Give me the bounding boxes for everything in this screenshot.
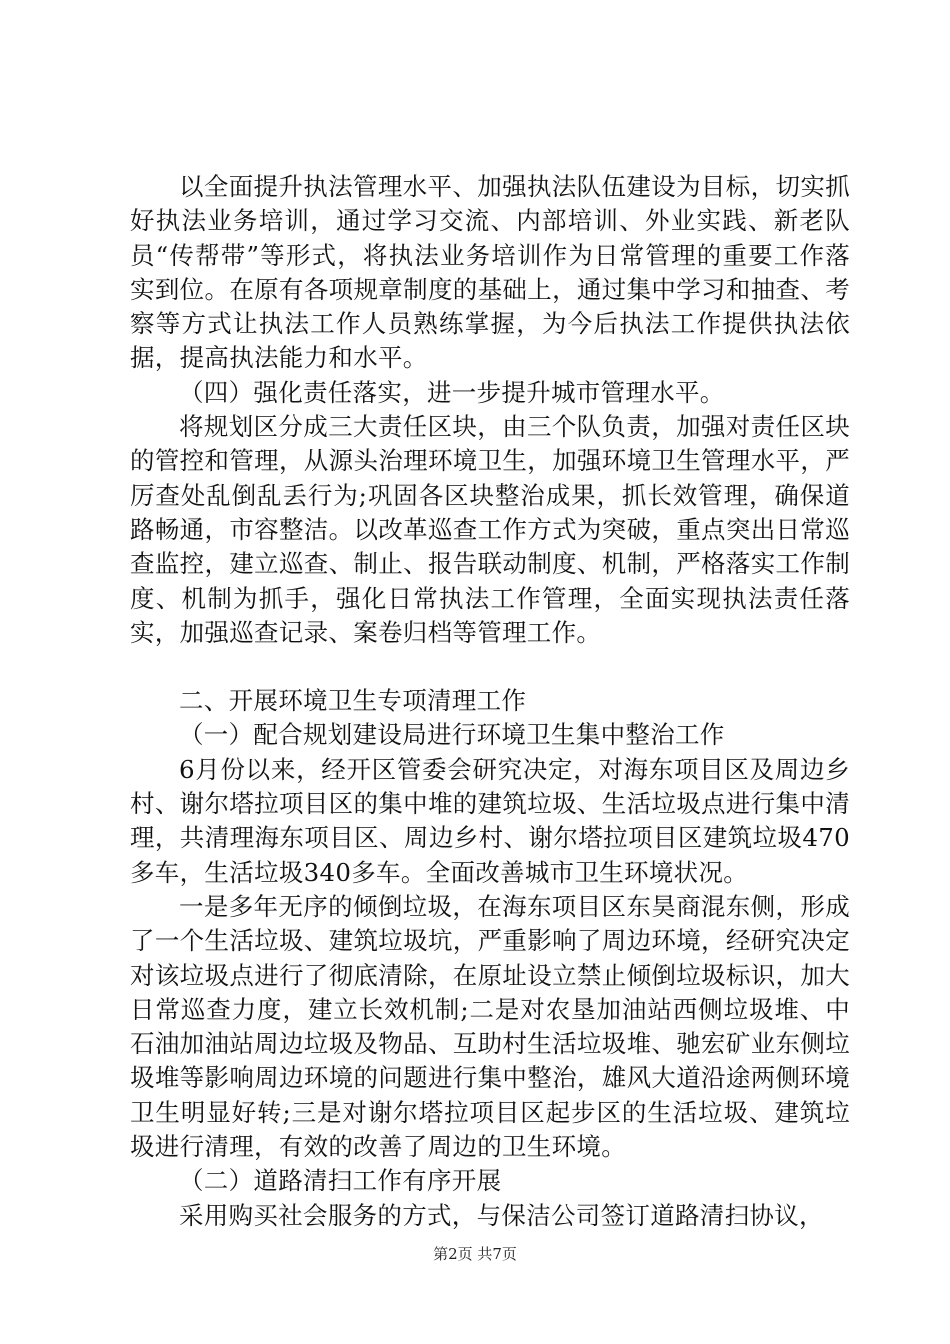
heading-subsection-one: （一）配合规划建设局进行环境卫生集中整治工作: [179, 720, 725, 750]
heading-subsection-two: （二）道路清扫工作有序开展: [179, 1166, 502, 1196]
paragraph-training: 以全面提升执法管理水平、加强执法队伍建设为目标，切实抓好执法业务培训，通过学习交流、内部培训、外业实践、新老队员“传帮带”等形式，将执法业务培训作为日常管理的重要工作落实到位。在原有各项规章制度的基础上，通过集中学习和抽查、考察等方式让执法工作人员熟练掌握，为今后执法工作提供执法依据，提高执法能力和水平。: [130, 172, 850, 373]
paragraph-responsibility: 将规划区分成三大责任区块，由三个队负责，加强对责任区块的管控和管理，从源头治理环境卫生，加强环境卫生管理水平，严厉查处乱倒乱丢行为;巩固各区块整治成果，抓长效管理，确保道路畅通，市容整洁。以改革巡查工作方式为突破，重点突出日常巡查监控，建立巡查、制止、报告联动制度、机制，严格落实工作制度、机制为抓手，强化日常执法工作管理，全面实现执法责任落实，加强巡查记录、案卷归档等管理工作。: [130, 412, 850, 647]
page-footer: 第2页 共7页: [433, 1245, 517, 1263]
paragraph-street-cleaning: 采用购买社会服务的方式，与保洁公司签订道路清扫协议，: [179, 1200, 824, 1230]
paragraph-measures: 一是多年无序的倾倒垃圾，在海东项目区东昊商混东侧，形成了一个生活垃圾、建筑垃圾坑，严重影响了周边环境，经研究决定对该垃圾点进行了彻底清除，在原址设立禁止倾倒垃圾标识，加大日常巡查力度，建立长效机制;二是对农垦加油站西侧垃圾堆、中石油加油站周边垃圾及物品、互助村生活垃圾堆、驰宏矿业东侧垃圾堆等影响周边环境的问题进行集中整治，雄风大道沿途两侧环境卫生明显好转;三是对谢尔塔拉项目区起步区的生活垃圾、建筑垃圾进行清理，有效的改善了周边的卫生环境。: [130, 891, 850, 1162]
heading-section-two: 二、开展环境卫生专项清理工作: [179, 686, 527, 716]
heading-section-four: （四）强化责任落实，进一步提升城市管理水平。: [179, 377, 725, 407]
document-body: [130, 170, 850, 1233]
paragraph-spacer: [130, 650, 850, 684]
paragraph-cleanup: 6月份以来，经开区管委会研究决定，对海东项目区及周边乡村、谢尔塔拉项目区的集中堆的建筑垃圾、生活垃圾点进行集中清理，共清理海东项目区、周边乡村、谢尔塔拉项目区建筑垃圾470多车，生活垃圾340多车。全面改善城市卫生环境状况。: [130, 754, 850, 887]
